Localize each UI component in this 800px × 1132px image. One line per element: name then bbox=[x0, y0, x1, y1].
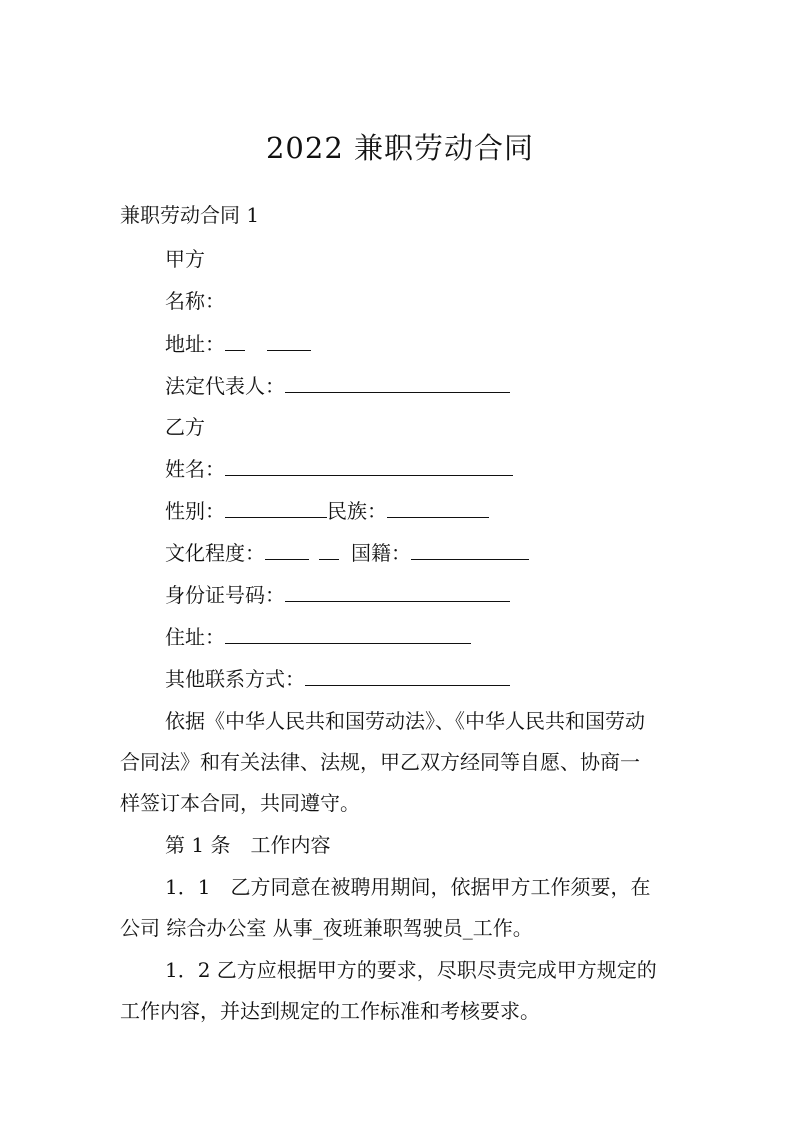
party-b-residence-row bbox=[165, 623, 471, 651]
party-b-gender-row bbox=[165, 497, 489, 525]
party-b-education-row bbox=[165, 539, 529, 567]
id-blank bbox=[285, 581, 510, 602]
address-blank-1 bbox=[225, 330, 245, 351]
gender-blank bbox=[225, 497, 327, 518]
party-b-nationality-label: 国籍： bbox=[351, 541, 411, 565]
party-b-id-label: 身份证号码： bbox=[165, 583, 285, 607]
party-b-heading: 乙方 bbox=[165, 415, 205, 439]
residence-blank bbox=[225, 623, 471, 644]
party-a-legal-rep-row bbox=[165, 372, 510, 400]
clause-1-2-line-1: 1．2 乙方应根据甲方的要求，尽职尽责完成甲方规定的 bbox=[165, 958, 657, 982]
party-a-address-label: 地址： bbox=[165, 332, 225, 356]
party-b-ethnicity-label: 民族： bbox=[327, 499, 387, 523]
name-blank bbox=[225, 455, 513, 476]
article-1-heading: 第 1 条 工作内容 bbox=[165, 833, 331, 857]
party-a-name-label: 名称： bbox=[165, 289, 225, 313]
address-blank-2 bbox=[267, 330, 311, 351]
education-blank-2 bbox=[319, 539, 339, 560]
preamble-line-3: 样签订本合同，共同遵守。 bbox=[120, 791, 360, 815]
party-a-heading: 甲方 bbox=[165, 247, 205, 271]
clause-1-2-line-2: 工作内容，并达到规定的工作标准和考核要求。 bbox=[120, 999, 540, 1023]
party-a-address-row bbox=[165, 330, 311, 358]
preamble-line-1: 依据《中华人民共和国劳动法》、《中华人民共和国劳动 bbox=[165, 709, 645, 733]
party-b-name-label: 姓名： bbox=[165, 457, 225, 481]
clause-1-1-line-1: 1．1 乙方同意在被聘用期间，依据甲方工作须要，在 bbox=[165, 875, 651, 899]
party-a-legal-rep-label: 法定代表人： bbox=[165, 374, 285, 398]
party-b-gender-label: 性别： bbox=[165, 499, 225, 523]
education-blank-1 bbox=[265, 539, 309, 560]
party-b-education-label: 文化程度： bbox=[165, 541, 265, 565]
clause-1-1-line-2: 公司 综合办公室 从事_夜班兼职驾驶员_工作。 bbox=[120, 916, 533, 940]
legal-rep-blank bbox=[285, 372, 510, 393]
ethnicity-blank bbox=[387, 497, 489, 518]
party-b-contact-row bbox=[165, 665, 510, 693]
document-title: 2022 兼职劳动合同 bbox=[265, 131, 535, 165]
party-b-contact-label: 其他联系方式： bbox=[165, 667, 305, 691]
preamble-line-2: 合同法》和有关法律、法规，甲乙双方经同等自愿、协商一 bbox=[120, 750, 640, 774]
nationality-blank bbox=[411, 539, 529, 560]
party-b-id-row bbox=[165, 581, 510, 609]
party-b-name-row bbox=[165, 455, 513, 483]
party-b-residence-label: 住址： bbox=[165, 625, 225, 649]
contact-blank bbox=[305, 665, 510, 686]
contract-subtitle: 兼职劳动合同 1 bbox=[120, 203, 260, 227]
